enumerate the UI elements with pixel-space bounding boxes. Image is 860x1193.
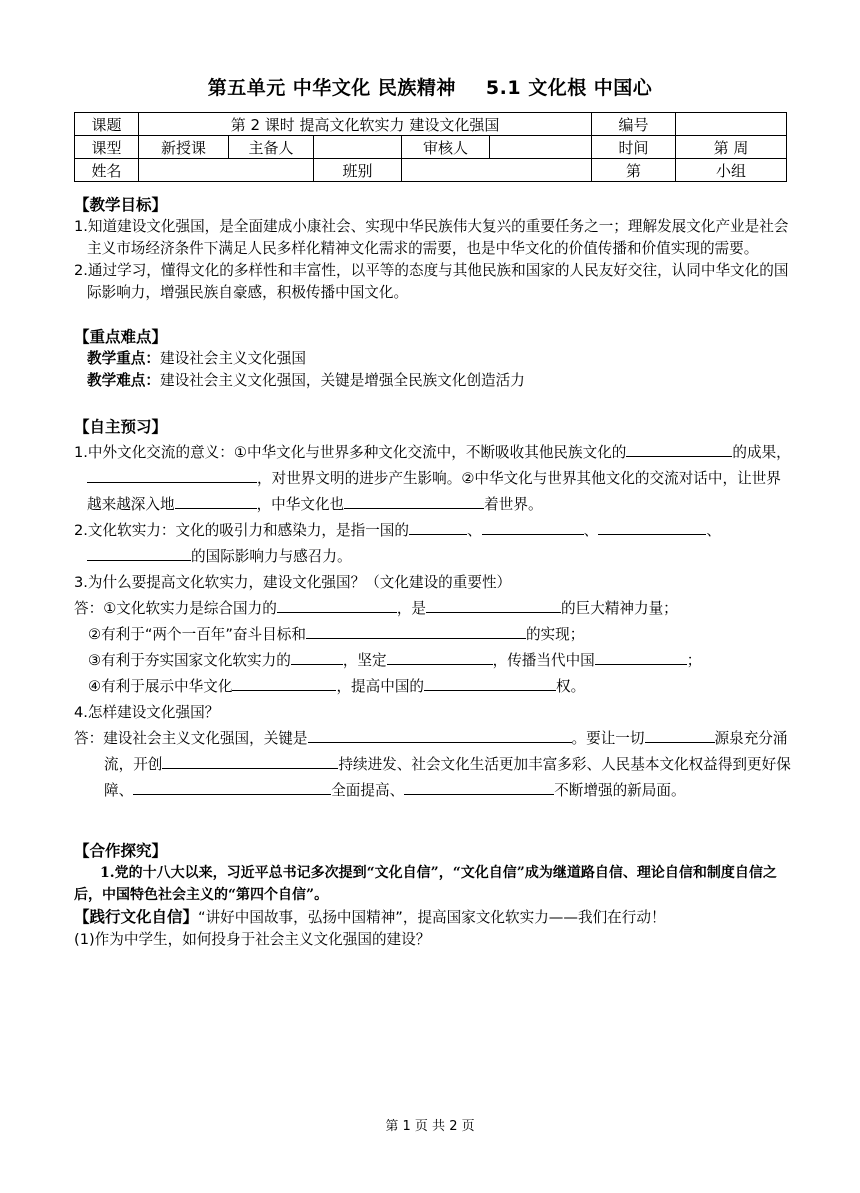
- value-preparer[interactable]: [314, 136, 402, 159]
- value-class[interactable]: [402, 159, 592, 182]
- answer-3-2: [74, 622, 794, 648]
- blank[interactable]: [232, 675, 336, 691]
- info-table: [74, 112, 787, 182]
- a3-1-text-c: 的巨大精神力量；: [561, 600, 678, 617]
- explore-question-1: (1)作为中学生，如何投身于社会主义文化强国的建设？: [74, 931, 431, 948]
- blank[interactable]: [426, 597, 561, 613]
- preview-q3: 3.为什么要提高文化软实力，建设文化强国？（文化建设的重要性）: [74, 574, 512, 591]
- blank[interactable]: [387, 649, 493, 665]
- blank[interactable]: [645, 727, 715, 743]
- info-row-name: [75, 159, 787, 182]
- a3-2-text-a: ②有利于“两个一百年”奋斗目标和: [88, 626, 306, 643]
- a4-text-e: 全面提高、: [331, 782, 405, 799]
- label-preparer: 主备人: [229, 136, 314, 159]
- info-row-topic: [75, 113, 787, 136]
- page-title: [0, 73, 860, 100]
- q2-sep: 、: [706, 522, 721, 539]
- label-group-prefix: 第: [592, 159, 676, 182]
- value-topic: 第 2 课时 提高文化软实力 建设文化强国: [139, 113, 592, 136]
- info-row-type: [75, 136, 787, 159]
- blank[interactable]: [626, 441, 686, 457]
- goal-item-2: 2.通过学习，懂得文化的多样性和丰富性，以平等的态度与其他民族和国家的人民友好交往，认同中华文化的国际影响力，增强民族自豪感，积极传播中国文化。: [74, 262, 789, 301]
- title-unit: 第五单元 中华文化 民族精神: [207, 77, 456, 99]
- a4-text-f: 不断增强的新局面。: [554, 782, 686, 799]
- a3-1-text-b: ，是: [396, 600, 427, 617]
- q2-text-b: 的国际影响力与感召力。: [191, 548, 352, 565]
- blank[interactable]: [291, 649, 343, 665]
- a3-3-text-a: ③有利于夯实国家文化软实力的: [88, 652, 291, 669]
- value-lesson-type: 新授课: [139, 136, 229, 159]
- a4-text-a: 答：建设社会主义文化强国，关键是: [74, 730, 308, 747]
- a4-text-c: 源泉充分涌流，开创: [104, 730, 788, 773]
- blank[interactable]: [344, 493, 484, 509]
- difficulty-label: 教学难点：: [87, 372, 160, 389]
- key-heading: 【重点难点】: [74, 328, 168, 346]
- focus-label: 教学重点：: [87, 350, 160, 367]
- a3-1-text-a: 答：①文化软实力是综合国力的: [74, 600, 277, 617]
- value-number[interactable]: [676, 113, 787, 136]
- practice-heading: 【践行文化自信】: [74, 908, 199, 926]
- section-key: [74, 326, 794, 392]
- q1-text-b: 的成果，: [732, 444, 791, 461]
- a3-4-text-b: ，提高中国的: [336, 678, 425, 695]
- blank[interactable]: [87, 467, 257, 483]
- label-time: 时间: [592, 136, 676, 159]
- a3-3-text-b: ，坚定: [342, 652, 387, 669]
- blank[interactable]: [424, 675, 556, 691]
- difficulty-text: 建设社会主义文化强国，关键是增强全民族文化创造活力: [159, 372, 525, 389]
- q2-sep: 、: [467, 522, 482, 539]
- a3-3-text-c: ，传播当代中国: [492, 652, 595, 669]
- blank[interactable]: [404, 779, 554, 795]
- key-difficulty: [74, 370, 794, 392]
- section-preview: [74, 414, 794, 804]
- a3-4-text-a: ④有利于展示中华文化: [88, 678, 233, 695]
- preview-q1: [74, 440, 794, 518]
- a4-text-b: 。要让一切: [571, 730, 645, 747]
- preview-heading: 【自主预习】: [74, 418, 168, 436]
- practice-text: “讲好中国故事，弘扬中国精神”，提高国家文化软实力——我们在行动！: [198, 909, 666, 926]
- blank[interactable]: [482, 519, 584, 535]
- preview-q2: [74, 518, 794, 570]
- answer-3-4: [74, 674, 794, 700]
- value-time[interactable]: 第 周: [676, 136, 787, 159]
- a3-4-text-c: 权。: [556, 678, 586, 695]
- focus-text: 建设社会主义文化强国: [159, 350, 306, 367]
- label-name: 姓名: [75, 159, 139, 182]
- blank[interactable]: [277, 597, 397, 613]
- section-goals: [74, 194, 794, 304]
- explore-practice: [74, 906, 794, 929]
- blank[interactable]: [686, 441, 732, 457]
- label-class: 班别: [314, 159, 402, 182]
- value-name[interactable]: [139, 159, 314, 182]
- q1-text-a: 1.中外文化交流的意义：①中华文化与世界多种文化交流中，不断吸收其他民族文化的: [74, 444, 627, 461]
- explore-paragraph-1: 1.党的十八大以来，习近平总书记多次提到“文化自信”，“文化自信”成为继道路自信、理论自信和制度自信之后，中国特色社会主义的“第四个自信”。: [74, 865, 777, 903]
- a4-text-d: 持续进发、社会文化生活更加丰富多彩、人民基本文化权益得到更好保障、: [104, 756, 791, 799]
- blank[interactable]: [162, 753, 338, 769]
- label-lesson-type: 课型: [75, 136, 139, 159]
- goals-heading: 【教学目标】: [74, 196, 168, 214]
- label-number: 编号: [592, 113, 676, 136]
- blank[interactable]: [595, 649, 687, 665]
- explore-heading: 【合作探究】: [74, 842, 168, 860]
- answer-3-3: [74, 648, 794, 674]
- q2-text-a: 2.文化软实力：文化的吸引力和感染力，是指一国的: [74, 522, 409, 539]
- label-reviewer: 审核人: [402, 136, 490, 159]
- label-group-suffix: 小组: [676, 159, 787, 182]
- blank[interactable]: [409, 519, 467, 535]
- section-explore: [74, 840, 794, 951]
- a3-2-text-b: 的实现；: [525, 626, 585, 643]
- blank[interactable]: [175, 493, 257, 509]
- blank[interactable]: [308, 727, 572, 743]
- label-topic: 课题: [75, 113, 139, 136]
- value-reviewer[interactable]: [490, 136, 592, 159]
- blank[interactable]: [87, 545, 191, 561]
- answer-4: [74, 726, 794, 804]
- key-focus: [74, 348, 794, 370]
- answer-3-1: [74, 596, 794, 622]
- a3-3-text-d: ；: [686, 652, 702, 669]
- title-lesson: 5.1 文化根 中国心: [485, 77, 653, 99]
- blank[interactable]: [133, 779, 331, 795]
- blank[interactable]: [306, 623, 526, 639]
- q2-sep: 、: [583, 522, 599, 539]
- q1-text-d: ，中华文化也: [256, 496, 345, 513]
- q1-text-c: ，对世界文明的进步产生影响。②中华文化与世界其他文化的交流对话中，让世界越来越深入地: [87, 470, 781, 513]
- blank[interactable]: [598, 519, 706, 535]
- goal-item-1: 1.知道建设文化强国，是全面建成小康社会、实现中华民族伟大复兴的重要任务之一；理解发展文化产业是社会主义市场经济条件下满足人民多样化精神文化需求的需要，也是中华文化的价值传播和价值实现的需要。: [74, 218, 789, 257]
- preview-q4: 4.怎样建设文化强国？: [74, 704, 220, 721]
- q1-text-e: 着世界。: [484, 496, 543, 513]
- page-footer: 第 1 页 共 2 页: [385, 1119, 475, 1134]
